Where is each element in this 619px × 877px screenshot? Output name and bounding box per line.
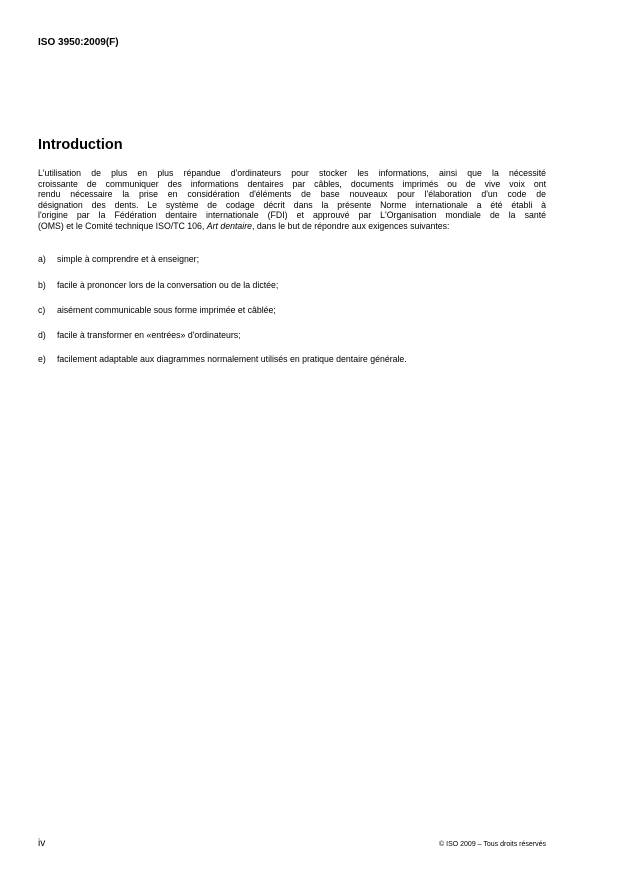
- paragraph-line: l'origine par la Fédération dentaire internationale (FDI) et approuvé par L'Organisation mondiale de la santé: [38, 210, 546, 220]
- list-text: facile à prononcer lors de la conversation ou de la dictée;: [57, 280, 279, 290]
- committee-title: Art dentaire: [206, 220, 252, 231]
- paragraph-text: (OMS) et le Comité technique ISO/TC 106,: [38, 220, 207, 231]
- list-marker: c): [38, 305, 46, 315]
- list-marker: a): [38, 254, 46, 264]
- list-marker: e): [38, 354, 46, 364]
- list-marker: d): [38, 330, 46, 340]
- section-title: Introduction: [38, 137, 123, 153]
- document-id: ISO 3950:2009(F): [38, 37, 119, 48]
- introduction-paragraph: [38, 168, 546, 231]
- list-text: facile à transformer en «entrées» d'ordinateurs;: [57, 330, 241, 340]
- paragraph-line: L'utilisation de plus en plus répandue d'ordinateurs pour stocker les informations, ainsi que la nécessité: [38, 168, 546, 178]
- paragraph-line: croissante de communiquer des informations dentaires par câbles, documents imprimés ou de vive voix ont: [38, 178, 546, 189]
- list-text: simple à comprendre et à enseigner;: [57, 254, 200, 264]
- list-text: facilement adaptable aux diagrammes normalement utilisés en pratique dentaire générale.: [57, 354, 407, 364]
- page-number: iv: [38, 838, 46, 849]
- paragraph-line-last: [38, 221, 546, 232]
- paragraph-text: , dans le but de répondre aux exigences suivantes:: [251, 220, 450, 231]
- list-text: aisément communicable sous forme imprimée et câblée;: [57, 305, 276, 315]
- list-marker: b): [38, 280, 46, 290]
- paragraph-line: désignation des dents. Le système de codage décrit dans la présente Norme internationale a été établi à: [38, 199, 546, 210]
- copyright-notice: © ISO 2009 – Tous droits réservés: [439, 841, 546, 848]
- paragraph-line: rendu nécessaire la prise en considération d'éléments de base nouveaux pour l'élaboration d'un code de: [38, 189, 546, 199]
